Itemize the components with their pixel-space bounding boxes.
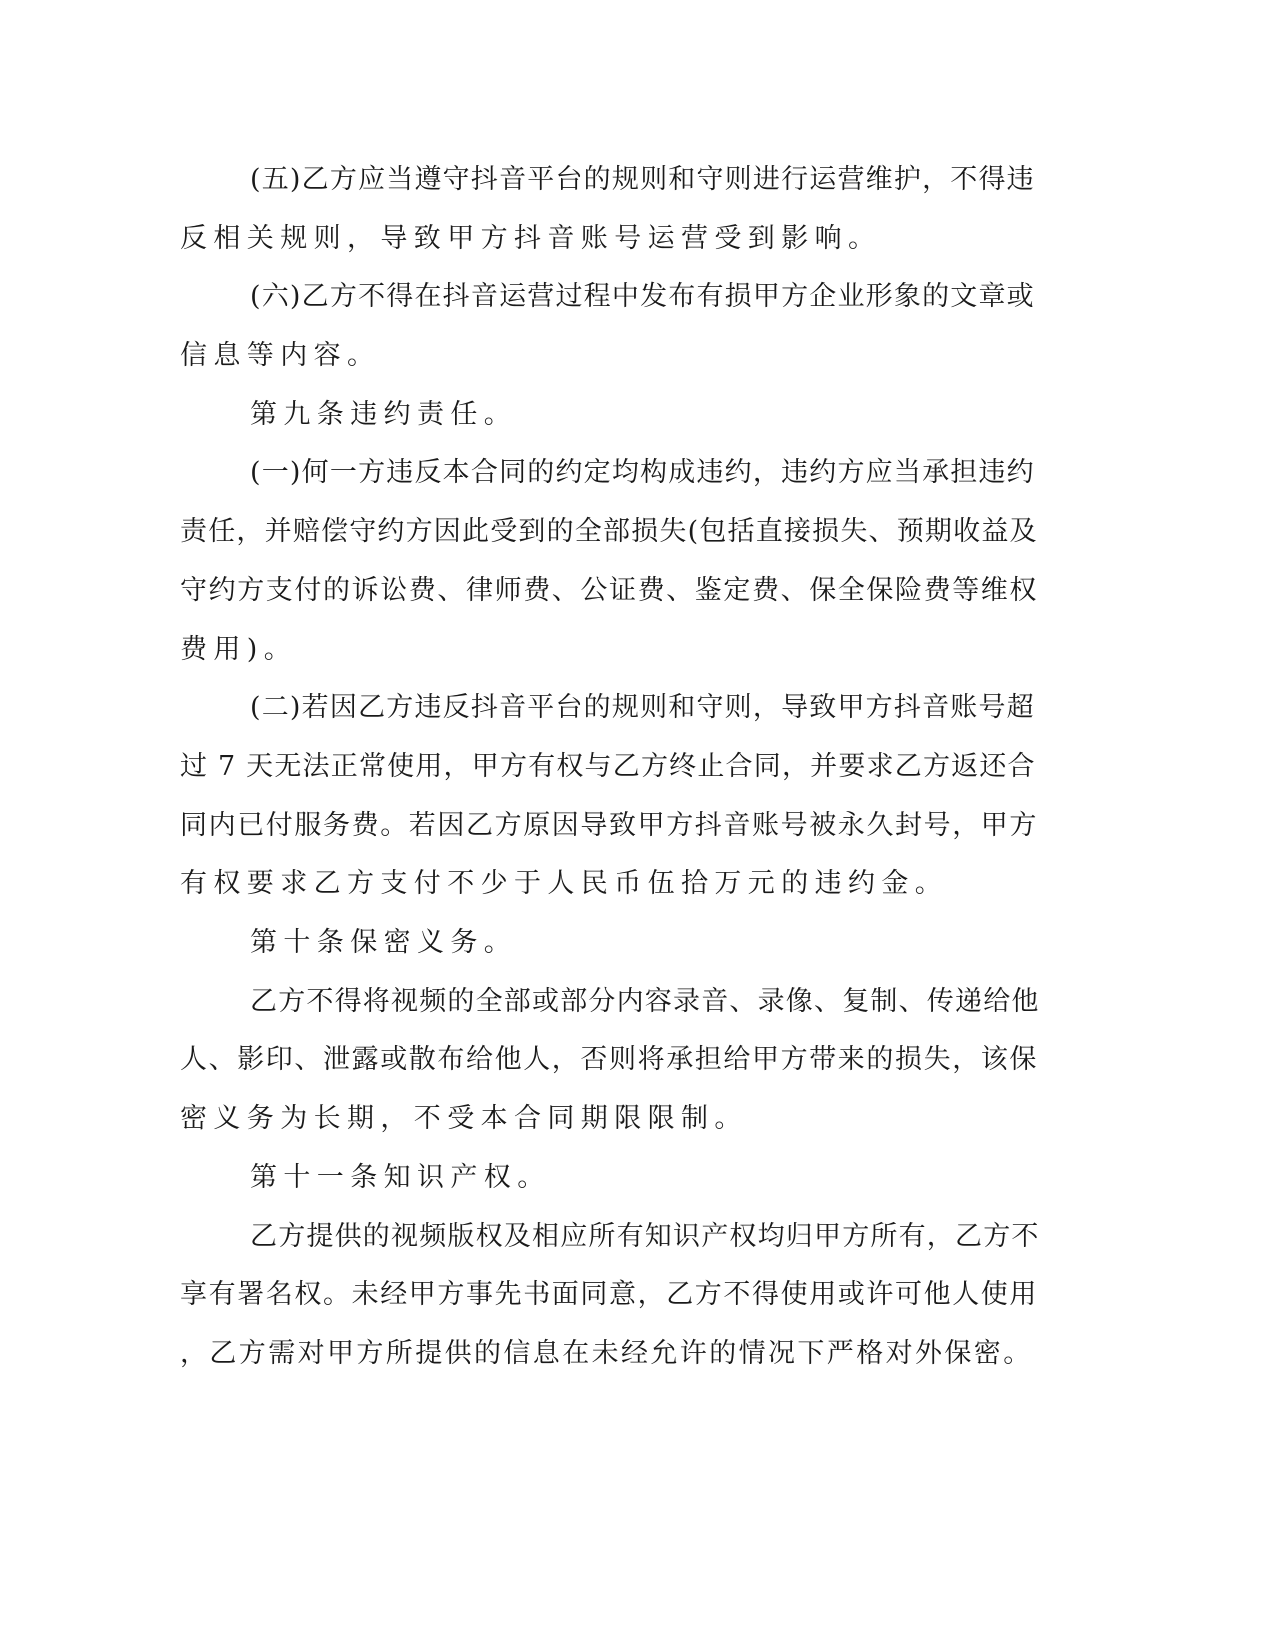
text-line: 乙方提供的视频版权及相应所有知识产权均归甲方所有，乙方不: [250, 1221, 1040, 1252]
text-line: 过 7 天无法正常使用，甲方有权与乙方终止合同，并要求乙方返还合: [180, 751, 1036, 782]
text-line: 反相关规则，导致甲方抖音账号运营受到影响。: [180, 223, 882, 254]
text-line: 乙方不得将视频的全部或部分内容录音、录像、复制、传递给他: [250, 986, 1040, 1017]
text-line: (五)乙方应当遵守抖音平台的规则和守则进行运营维护，不得违: [250, 164, 1035, 195]
text-line: 同内已付服务费。若因乙方原因导致甲方抖音账号被永久封号，甲方: [180, 810, 1038, 841]
text-line: 人、影印、泄露或散布给他人，否则将承担给甲方带来的损失，该保: [180, 1044, 1038, 1075]
text-line: 费用)。: [180, 634, 298, 665]
text-line: 第九条违约责任。: [250, 399, 518, 430]
text-line: 第十一条知识产权。: [250, 1162, 551, 1193]
text-line: 有权要求乙方支付不少于人民币伍拾万元的违约金。: [180, 868, 949, 899]
text-line: (二)若因乙方违反抖音平台的规则和守则，导致甲方抖音账号超: [250, 692, 1035, 723]
text-line: 享有署名权。未经甲方事先书面同意，乙方不得使用或许可他人使用: [180, 1279, 1038, 1310]
text-line: 责任，并赔偿守约方因此受到的全部损失(包括直接损失、预期收益及: [180, 516, 1038, 547]
text-line: 密义务为长期，不受本合同期限限制。: [180, 1103, 748, 1134]
text-line: (一)何一方违反本合同的约定均构成违约，违约方应当承担违约: [250, 457, 1035, 488]
text-line: 信息等内容。: [180, 340, 381, 371]
text-line: ，乙方需对甲方所提供的信息在未经允许的情况下严格对外保密。: [180, 1338, 1033, 1369]
text-line: 守约方支付的诉讼费、律师费、公证费、鉴定费、保全保险费等维权: [180, 575, 1038, 606]
text-line: (六)乙方不得在抖音运营过程中发布有损甲方企业形象的文章或: [250, 281, 1035, 312]
text-line: 第十条保密义务。: [250, 927, 518, 958]
